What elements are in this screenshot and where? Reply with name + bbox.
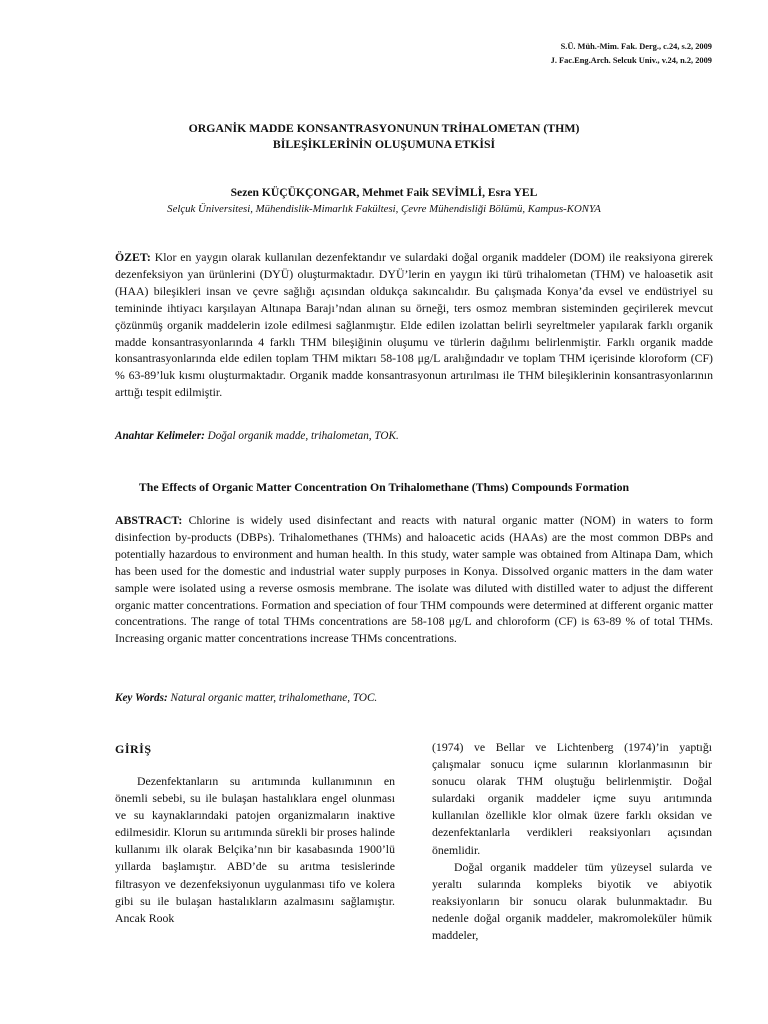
affiliation: Selçuk Üniversitesi, Mühendislik-Mimarlık Fakültesi, Çevre Mühendisliği Bölümü, Kampus-KONYA bbox=[167, 203, 601, 215]
journal-reference-turkish: S.Ü. Müh.-Mim. Fak. Derg., c.24, s.2, 2009 bbox=[560, 42, 712, 51]
abstract-paragraph bbox=[115, 512, 713, 647]
key-words bbox=[115, 692, 713, 704]
abstract-text: Chlorine is widely used disinfectant and reacts with natural organic matter (NOM) in waters to form disinfection by-products (DBPs). Trihalomethanes (THMs) and haloacetic acids (HAAs) are the most common DBPs and potentially hazardous to environment and human health. In this study, water sample was obtained from Altinapa Dam, which has been used for the domestic and industrial water supply purposes in Konya. Dissolved organic matters in the dam water sample were isolated using a reverse osmosis membrane. The isolate was diluted with distilled water to adjust the different organic matter concentrations. Formation and speciation of four THM compounds were determined at different organic matter concentrations. The range of total THMs concentrations are 58-108 μg/L and chloroform (CF) is 63-89 % of total THMs. Increasing organic matter concentrations increase THMs concentrations. bbox=[115, 513, 714, 646]
key-words-label: Key Words: bbox=[115, 692, 168, 704]
english-title: The Effects of Organic Matter Concentration On Trihalomethane (Thms) Compounds Formation bbox=[138, 480, 630, 494]
abstract-label: ABSTRACT: bbox=[115, 513, 183, 527]
authors: Sezen KÜÇÜKÇONGAR, Mehmet Faik SEVİMLİ, Esra YEL bbox=[230, 186, 538, 199]
anahtar-kelimeler bbox=[115, 430, 713, 442]
key-words-text: Natural organic matter, trihalomethane, TOC. bbox=[170, 692, 378, 704]
paper-title-line-1: ORGANİK MADDE KONSANTRASYONUNUN TRİHALOMETAN (THM) bbox=[188, 121, 580, 135]
paper-title-line-2: BİLEŞİKLERİNİN OLUŞUMUNA ETKİSİ bbox=[272, 137, 496, 151]
right-column-paragraph-1: (1974) ve Bellar ve Lichtenberg (1974)’in yaptığı çalışmalar sonucu içme sularının klorlanmasının bir sonucu olarak THM oluştuğu belirlenmiştir. Doğal sulardaki organik maddeler içme suyu arıtımında kullanılan özellikle klor olmak üzere farklı oksidan ve dezenfektanlarla verdikleri reaksiyonları açısından önemlidir. bbox=[432, 740, 712, 857]
ozet-paragraph bbox=[115, 249, 713, 401]
right-column-paragraph-2: Doğal organik maddeler tüm yüzeysel sularda ve yeraltı sularında kompleks biyotik ve abiyotik reaksiyonların bir sonucu olarak bulunmaktadır. Bu nedenle doğal organik maddeler, makromoleküler hümik maddeler, bbox=[432, 859, 712, 943]
anahtar-kelimeler-text: Doğal organik madde, trihalometan, TOK. bbox=[207, 430, 399, 442]
section-heading: GİRİŞ bbox=[115, 742, 152, 756]
ozet-label: ÖZET: bbox=[115, 250, 151, 264]
right-column bbox=[432, 739, 712, 944]
journal-reference-english: J. Fac.Eng.Arch. Selcuk Univ., v.24, n.2, 2009 bbox=[550, 56, 712, 65]
anahtar-kelimeler-label: Anahtar Kelimeler: bbox=[115, 430, 205, 442]
left-column bbox=[115, 773, 395, 927]
paper-title bbox=[112, 120, 656, 152]
left-column-paragraph: Dezenfektanların su arıtımında kullanımının en önemli sebebi, su ile bulaşan hastalıklara engel olunması ve su kaynaklarındaki patojen organizmaların inaktive edilmesidir. Klorun su arıtımında sürekli bir proses halinde kullanımı ilk olarak Belçika’nın bir kasabasında 1900’lü yıllarda başlamıştır. ABD’de su arıtma tesislerinde filtrasyon ve dezenfeksiyonun uygulanması tifo ve kolera gibi su ile bulaşan hastalıkların azalmasını sağlamıştır. Ancak Rook bbox=[115, 774, 395, 925]
journal-reference bbox=[292, 40, 712, 68]
ozet-text: Klor en yaygın olarak kullanılan dezenfektandır ve sulardaki doğal organik maddeler (DOM) ile reaksiyona girerek dezenfeksiyon yan ürünlerini (DYÜ) oluşturmaktadır. DYÜ’lerin en yaygın iki türü trihalometan (THM) ve haloasetik asit (HAA) bileşikleri insan ve çevre sağlığı açısından oldukça sakıncalıdır. Bu çalışmada Konya’da evsel ve endüstriyel su temininde ihtiyacı karşılayan Altınapa Barajı’ndan alınan su örneği, ters osmoz membran sisteminden geçirilerek mevcut çözünmüş organik maddelerin izole edilmesi sağlanmıştır. Elde edilen izolattan belirli seyreltmeler yapılarak farklı organik madde konsantrasyonlarında 4 farklı THM bileşiğinin oluşumu ve türlerin dağılımı belirlenmiştir. Farklı organik madde konsantrasyonlarında elde edilen toplam THM miktarı 58-108 μg/L aralığındadır ve toplam THM içerisinde kloroform (CF) % 63-89’luk kısmı oluşturmaktadır. Organik madde konsantrasyonun artırılması ile THM bileşiklerinin konsantrasyonlarının arttığı tespit edilmiştir. bbox=[115, 250, 713, 400]
